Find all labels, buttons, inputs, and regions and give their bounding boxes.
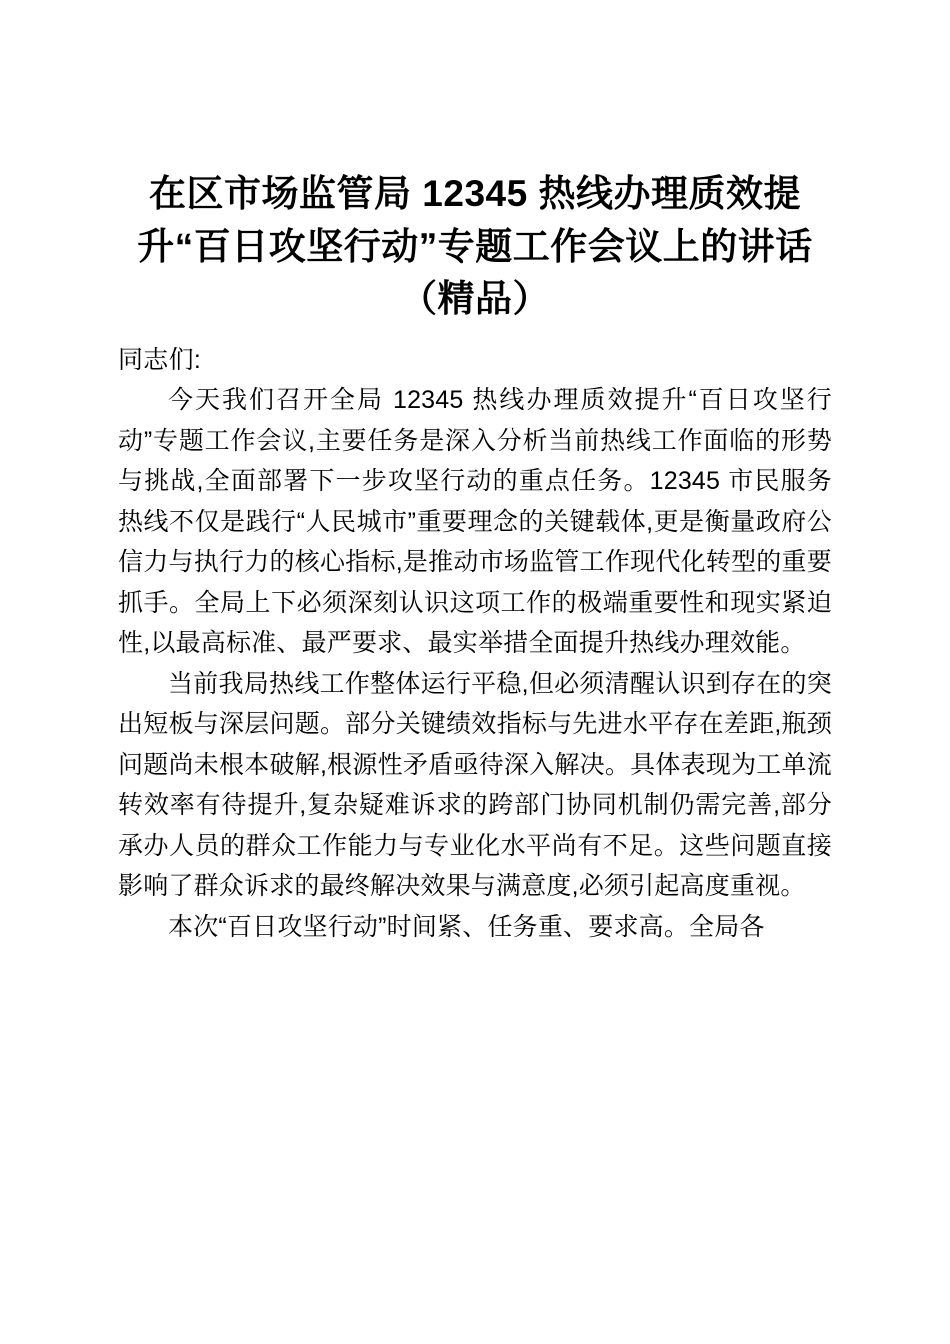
paragraph-1: 今天我们召开全局 12345 热线办理质效提升“百日攻坚行动”专题工作会议,主要任务是深入分析当前热线工作面临的形势与挑战,全面部署下一步攻坚行动的重点任务。12345 市民服务热线不仅是践行“人民城市”重要理念的关键载体,更是衡量政府公信力与执行力的核心指标,是推动市场监管工作现代化转型的重要抓手。全局上下必须深刻认识这项工作的极端重要性和现实紧迫性,以最高标准、最严要求、最实举措全面提升热线办理效能。 xyxy=(118,386,832,658)
paragraph-2: 当前我局热线工作整体运行平稳,但必须清醒认识到存在的突出短板与深层问题。部分关键绩效指标与先进水平存在差距,瓶颈问题尚未根本破解,根源性矛盾亟待深入解决。具体表现为工单流转效率有待提升,复杂疑难诉求的跨部门协同机制仍需完善,部分承办人员的群众工作能力与专业化水平尚有不足。这些问题直接影响了群众诉求的最终解决效果与满意度,必须引起高度重视。 xyxy=(118,669,832,901)
paragraph-3: 本次“百日攻坚行动”时间紧、任务重、要求高。全局各 xyxy=(168,912,765,941)
salutation: 同志们: xyxy=(118,345,202,374)
page-title: 在区市场监管局 12345 热线办理质效提升“百日攻坚行动”专题工作会议上的讲话（精品） xyxy=(137,173,813,320)
